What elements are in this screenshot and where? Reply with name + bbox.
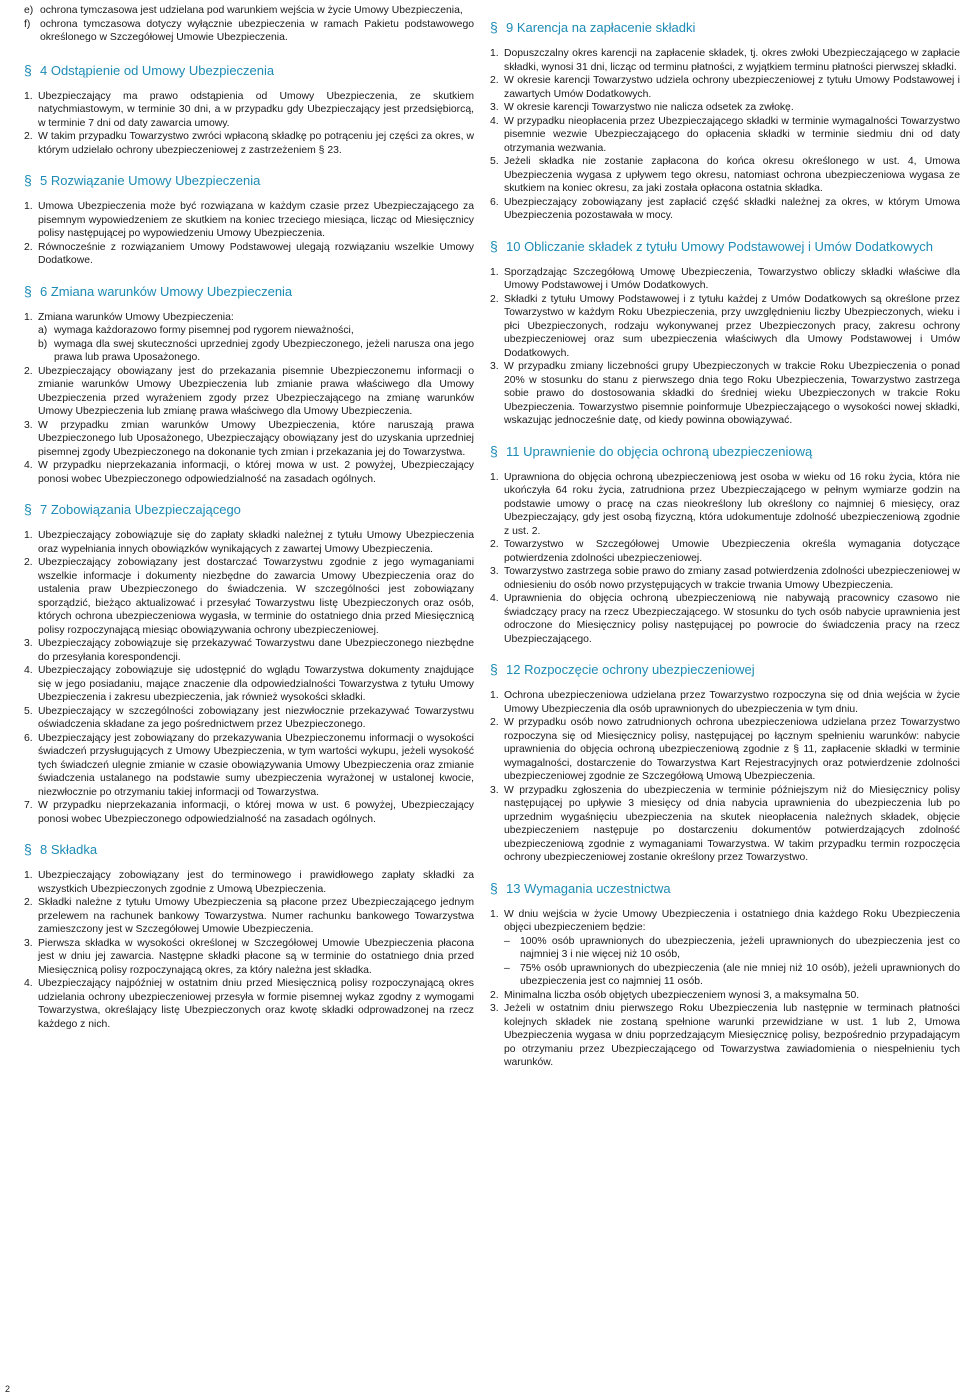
item-text: W okresie karencji Towarzystwo nie nalicza odsetek za zwłokę. [504, 102, 794, 113]
item-text: Ubezpieczający zobowiązuje się do zapłaty składki należnej z tytułu Umowy Ubezpieczenia oraz wypełniania innych obowiązków wynikających z zawartej Umowy Ubezpieczenia. [38, 530, 474, 555]
section-title: 10 Obliczanie składek z tytułu Umowy Podstawowej i Umów Dodatkowych [506, 238, 934, 254]
section-title: 6 Zmiana warunków Umowy Ubezpieczenia [40, 283, 293, 299]
sub-item [38, 324, 474, 338]
item-marker: e) [24, 5, 34, 16]
list-item [24, 732, 474, 800]
item-number: 1. [24, 870, 33, 881]
section-heading [490, 444, 960, 459]
document-section [490, 444, 960, 647]
list-item [24, 896, 474, 937]
item-text: ochrona tymczasowa jest udzielana pod warunkiem wejścia w życie Umowy Ubezpieczenia, [40, 5, 463, 16]
section-items [490, 471, 960, 647]
item-number: 1. [490, 908, 499, 920]
right-sections [490, 20, 960, 1070]
section-items [24, 869, 474, 1031]
item-number: 6. [24, 732, 33, 744]
item-body [38, 799, 474, 826]
item-text: Minimalna liczba osób objętych ubezpieczeniem wynosi 3, a maksymalna 50. [504, 989, 860, 1001]
item-text: Towarzystwo zastrzega sobie prawo do zmiany zasad potwierdzenia zdolności ubezpieczeniowej w odniesieniu do osób nowo przystępujących w trakcie trwania Umowy Ubezpieczenia. [504, 566, 960, 591]
item-text: Ochrona ubezpieczeniowa udzielana przez Towarzystwo rozpoczyna się od dnia wejścia w życie Umowy Ubezpieczenia dla osób uprawnionych do ubezpieczenia w tym dniu. [504, 690, 960, 715]
item-text: Towarzystwo w Szczegółowej Umowie Ubezpieczenia określa wymagania dotyczące potwierdzenia zdolności ubezpieczeniowej. [504, 539, 960, 564]
section-title: 9 Karencja na zapłacenie składki [506, 20, 696, 35]
document-section [490, 239, 960, 428]
item-text: Pierwsza składka w wysokości określonej w Szczegółowej Umowie Ubezpieczenia płacona jest w dniu jej zawarcia. Następne składki płacone są w terminie do ostatniego dnia przed Miesięcznicą polisy rozpoczynającą okres, za który należna jest składka. [38, 937, 474, 976]
section-heading [24, 173, 474, 188]
section-items [490, 47, 960, 223]
item-text: Ubezpieczający w szczególności zobowiązany jest niezwłocznie przekazywać Towarzystwu oświadczenia składane za jego pośrednictwem przez Ubezpieczonego. [38, 705, 474, 730]
item-number: 1. [490, 48, 499, 59]
left-column [24, 4, 474, 1031]
item-number: 2. [24, 131, 33, 142]
item-text: Ubezpieczający zobowiązuje się udostępnić do wglądu Towarzystwa dokumenty znajdujące się w jego posiadaniu, mające znaczenie dla odpowiedzialności Towarzystwa z tytułu Umowy Ubezpieczenia i zakresu ubezpieczenia, jak również wysokości składki. [38, 665, 474, 703]
item-text: Równocześnie z rozwiązaniem Umowy Podstawowej ulegają rozwiązaniu wszelkie Umowy Dodatkowe. [38, 241, 474, 266]
item-body [504, 565, 960, 592]
section-symbol: § [24, 841, 32, 857]
document-section [24, 63, 474, 158]
item-text: Jeżeli składka nie zostanie zapłacona do końca okresu określonego w ust. 4, Umowa Ubezpieczenia wygasa z upływem tego okresu, natomiast ochrona ubezpieczeniowa wygasa ze skutkiem na koniec okresu, za jaki została opłacona ostatnia składka. [504, 156, 960, 194]
section-items [490, 908, 960, 1070]
intro-list [24, 4, 474, 45]
item-body [504, 266, 960, 293]
section-title: 5 Rozwiązanie Umowy Ubezpieczenia [40, 173, 261, 188]
item-number: 6. [490, 196, 499, 208]
section-title: 12 Rozpoczęcie ochrony ubezpieczeniowej [506, 662, 755, 677]
item-body [38, 556, 474, 637]
item-text: Ubezpieczający zobowiązany jest do terminowego i prawidłowego zapłaty składki za wszystkich Ubezpieczonych zgodnie z Umową Ubezpieczenia. [38, 870, 474, 895]
item-number: 3. [24, 937, 33, 949]
sub-item [38, 338, 474, 365]
item-text: W dniu wejścia w życie Umowy Ubezpieczenia i ostatniego dnia każdego Roku Ubezpieczenia objęci ubezpieczeniem będzie: [504, 908, 960, 933]
item-body [38, 705, 474, 732]
section-items [24, 311, 474, 487]
list-item [490, 471, 960, 539]
item-number: 2. [490, 989, 499, 1001]
item-number: 5. [24, 705, 33, 717]
intro-item [24, 4, 474, 18]
item-number: 1. [490, 471, 499, 483]
list-item [24, 705, 474, 732]
section-items [490, 689, 960, 865]
item-body [504, 360, 960, 428]
item-body [504, 784, 960, 865]
item-number: 4. [24, 665, 33, 676]
item-number: 2. [490, 75, 499, 86]
item-text: Dopuszczalny okres karencji na zapłacenie składek, tj. okres zwłoki Ubezpieczającego w zapłacie składki, wynosi 31 dni, licząc od terminu płatności, z wyjątkiem terminu płatności pierwszej składki. [504, 48, 960, 73]
item-number: 3. [24, 419, 33, 431]
item-body [38, 637, 474, 664]
item-number: 2. [490, 293, 499, 305]
list-item [24, 419, 474, 460]
item-body [38, 937, 474, 978]
item-text: W przypadku nieprzekazania informacji, o której mowa w ust. 6 powyżej, Ubezpieczający ponosi wobec Ubezpieczonego odpowiedzialność na zasadach ogólnych. [38, 800, 474, 825]
list-item [24, 637, 474, 664]
list-item [490, 266, 960, 293]
item-number: 1. [24, 311, 33, 323]
document-section [490, 881, 960, 1070]
item-text: Ubezpieczający ma prawo odstąpienia od Umowy Ubezpieczenia, ze skutkiem natychmiastowym, w terminie 30 dni, a w przypadku gdy Ubezpieczający jest przedsiębiorcą, w terminie 7 dni od daty zawarcia umowy. [38, 90, 474, 129]
item-number: 1. [24, 201, 33, 212]
list-item [490, 101, 960, 115]
item-text: Uprawniona do objęcia ochroną ubezpieczeniową jest osoba w wieku od 16 roku życia, która nie ukończyła 64 roku życia, zatrudniona przez Ubezpieczającego w pełnym wymiarze godzin na podstawie umowy o pracę na czas nieokreślony lub określony co najmniej 6 miesięcy, oraz Ubezpieczający, gdy jest osobą fizyczną, która udokumentuje zdolność ubezpieczeniową zgodnie z ust. 2. [504, 471, 960, 537]
list-item [490, 592, 960, 646]
list-item [490, 784, 960, 865]
item-number: 4. [490, 593, 499, 604]
sub-list [504, 935, 960, 989]
list-item [490, 155, 960, 196]
item-body [504, 196, 960, 223]
right-column [490, 4, 960, 1070]
item-body [504, 47, 960, 74]
item-text: Ubezpieczający obowiązany jest do przekazania pisemnie Ubezpieczonemu informacji o zmianie warunków Umowy Ubezpieczenia lub zmianie prawa właściwego dla Umowy Ubezpieczenia przed wyrażeniem zgody przez Ubezpieczającego na zmianę warunków Umowy Ubezpieczenia lub zmianę prawa właściwego dla Umowy Ubezpieczenia. [38, 365, 474, 417]
section-items [24, 200, 474, 268]
item-body [504, 471, 960, 539]
item-body [504, 689, 960, 716]
list-item [24, 130, 474, 157]
sub-item-marker: – [504, 962, 510, 974]
section-symbol: § [490, 19, 498, 35]
section-symbol: § [24, 282, 32, 299]
sub-item-marker: a) [38, 325, 48, 336]
section-title: 11 Uprawnienie do objęcia ochroną ubezpieczeniową [506, 443, 813, 459]
item-body [38, 732, 474, 800]
item-number: 1. [490, 266, 499, 278]
page-number: 2 [5, 1384, 11, 1394]
item-text: Umowa Ubezpieczenia może być rozwiązana w każdym czasie przez Ubezpieczającego za pisemnym wypowiedzeniem ze skutkiem na koniec trzeciego miesiąca, licząc od Miesięcznicy polisy następującej po wypowiedzeniu Umowy Ubezpieczenia. [38, 201, 474, 239]
item-text: Ubezpieczający zobowiązany jest dostarczać Towarzystwu zgodnie z jego wymaganiami wszelkie informacje i dokumenty niezbędne do zawarcia Umowy Ubezpieczenia oraz do ustalenia praw Ubezpieczonego do świadczenia. W szczególności jest zobowiązany sporządzić, bieżąco aktualizować i przesyłać Towarzystwu listę Ubezpieczonych oraz osób, których ochrona ubezpieczeniowa wygasła, w terminie do ostatniego dnia przed Miesięcznicą polisy rozpoczynającą miesiąc obowiązywania ochrony ubezpieczeniowej. [38, 557, 474, 636]
document-section [24, 284, 474, 487]
item-text: Zmiana warunków Umowy Ubezpieczenia: [38, 311, 234, 323]
section-symbol: § [24, 172, 32, 188]
item-body [38, 459, 474, 486]
section-symbol: § [24, 61, 32, 78]
item-text: Ubezpieczający zobowiązuje się przekazywać Towarzystwu dane Ubezpieczonego niezbędne do przesyłania korespondencji. [38, 638, 474, 663]
item-body [38, 529, 474, 556]
item-body [504, 74, 960, 101]
list-item [24, 200, 474, 241]
item-number: 2. [24, 365, 33, 377]
item-text: Składki należne z tytułu Umowy Ubezpieczenia są płacone przez Ubezpieczającego jednym przelewem na rachunek bankowy Towarzystwa. Numer rachunku bankowego Towarzystwa zamieszczony jest w Szczegółowej Umowie Ubezpieczenia. [38, 897, 474, 935]
section-title: 7 Zobowiązania Ubezpieczającego [40, 502, 241, 517]
item-number: 3. [490, 1003, 499, 1014]
sub-item-text: 100% osób uprawnionych do ubezpieczenia, jeżeli uprawnionych do ubezpieczenia jest co najmniej 3 i nie więcej niż 10 osób, [520, 935, 960, 960]
sub-item-text: wymaga każdorazowo formy pisemnej pod rygorem nieważności, [54, 325, 354, 336]
item-number: 3. [490, 361, 499, 372]
item-body [38, 977, 474, 1031]
item-body [504, 989, 960, 1003]
list-item [24, 459, 474, 486]
sub-item [504, 962, 960, 989]
list-item [490, 1002, 960, 1070]
list-item [24, 241, 474, 268]
item-text: Ubezpieczający zobowiązany jest zapłacić część składki należnej za okres, w którym Umowa Ubezpieczenia pozostawała w mocy. [504, 196, 960, 221]
item-text: W przypadku zmian warunków Umowy Ubezpieczenia, które naruszają prawa Ubezpieczonego lub Uposażonego, Ubezpieczający obowiązany jest do uzyskania uprzedniej pisemnej zgody Ubezpieczonego na dokonanie tych zmian i przekazania jej do Towarzystwa. [38, 419, 474, 458]
item-number: 2. [24, 897, 33, 908]
item-text: W przypadku zmiany liczebności grupy Ubezpieczonych w trakcie Roku Ubezpieczenia o ponad 20% w stosunku do stanu z pierwszego dnia tego Roku Ubezpieczenia, Towarzystwo zastrzega sobie prawo do dostosowania składki do średniej wieku Ubezpieczonych w trakcie Roku Ubezpieczenia. Towarzystwo pisemnie poinformuje Ubezpieczającego o wysokości nowej składki, wskazując jednocześnie datę, od kiedy powinna obowiązywać. [504, 361, 960, 426]
list-item [24, 977, 474, 1031]
item-number: 2. [24, 241, 33, 253]
list-item [490, 360, 960, 428]
item-text: Składki z tytułu Umowy Podstawowej i z tytułu każdej z Umów Dodatkowych są określone przez Towarzystwo w każdym Roku Ubezpieczenia, przy uwzględnieniu liczby Ubezpieczonych, wieku i płci Ubezpieczonych, rodzaju wykonywanej przez Ubezpieczonych pracy, zakresu ochrony ubezpieczeniowej oraz sum ubezpieczenia właściwych dla Umowy Podstawowej i Umów Dodatkowych. [504, 293, 960, 359]
list-item [24, 556, 474, 637]
item-body [504, 538, 960, 565]
list-item [490, 565, 960, 592]
list-item [24, 937, 474, 978]
item-number: 3. [490, 784, 499, 796]
item-body [38, 869, 474, 896]
sub-item-marker: b) [38, 338, 48, 350]
section-heading [24, 842, 474, 857]
item-text: Ubezpieczający jest zobowiązany do przekazywania Ubezpieczonemu informacji o wysokości świadczeń przysługujących z Umowy Ubezpieczenia, w tym wartości wykupu, jeżeli wysokość tych świadczeń ulegnie zmianie w czasie obowiązywania Umowy Ubezpieczenia oraz zmianie świadczenia ustalanego na podstawie sumy ubezpieczenia wyrażonej w ustalonej kwocie, niezwłocznie po otrzymaniu takiej informacji od Towarzystwa. [38, 732, 474, 798]
item-number: 1. [24, 530, 33, 541]
item-text: W przypadku osób nowo zatrudnionych ochrona ubezpieczeniowa udzielana przez Towarzystwo rozpoczyna się od Miesięcznicy polisy, następującej po łącznym spełnieniu warunków: nabycie uprawnienia do objęcia ochroną ubezpieczeniową zgodnie z § 11, zapłacenie składki w terminie wymagalności, dostarczenie do Towarzystwa Kart Rejestracyjnych oraz potwierdzenie zdolności ubezpieczeniowej zgodnie ze Szczegółową Umową Ubezpieczenia. [504, 717, 960, 782]
item-body [504, 155, 960, 196]
item-text: W przypadku zgłoszenia do ubezpieczenia w terminie późniejszym niż do Miesięcznicy polisy następującej po upływie 3 miesięcy od dnia nabycia uprawnienia do ubezpieczenia lub po uprzednim wygaśnięciu ubezpieczenia na skutek nieopłacenia należnych składek, objęcie ubezpieczeniem następuje po dostarczeniu dokumentów potwierdzających zdolność ubezpieczeniową zgodnie z wymaganiami Towarzystwa. W takim przypadku termin rozpoczęcia ochrony ubezpieczeniowej zostanie określony przez Towarzystwo. [504, 784, 960, 863]
item-body [504, 592, 960, 646]
section-title: 8 Składka [40, 842, 98, 857]
item-number: 4. [24, 460, 33, 471]
item-text: W takim przypadku Towarzystwo zwróci wpłaconą składkę po potrąceniu jej części za okres, w którym udzielało ochrony ubezpieczeniowej z zastrzeżeniem § 23. [38, 131, 474, 156]
section-title: 4 Odstąpienie od Umowy Ubezpieczenia [40, 62, 275, 78]
list-item [490, 716, 960, 784]
item-body [504, 716, 960, 784]
item-text: Jeżeli w ostatnim dniu pierwszego Roku Ubezpieczenia lub następnie w terminach płatności kolejnych składek nie zostaną spełnione warunki przewidziane w ust. 1 lub 2, Umowa Ubezpieczenia wygasa w dniu poprzedzającym Miesięcznicę polisy, bezpośrednio przypadającym po otrzymaniu przez Ubezpieczającego od Towarzystwa zawiadomienia o niespełnieniu tych warunków. [504, 1003, 960, 1068]
section-items [24, 529, 474, 826]
item-marker: f) [24, 18, 31, 30]
item-body [38, 130, 474, 157]
section-heading [24, 284, 474, 299]
section-heading [490, 239, 960, 254]
list-item [490, 115, 960, 156]
sub-item-marker: – [504, 935, 510, 947]
list-item [490, 538, 960, 565]
item-body [504, 115, 960, 156]
section-symbol: § [24, 501, 32, 517]
item-body [38, 311, 474, 365]
item-body [38, 896, 474, 937]
list-item [490, 196, 960, 223]
list-item [24, 529, 474, 556]
document-section [490, 662, 960, 865]
document-section [24, 502, 474, 826]
section-heading [24, 63, 474, 78]
list-item [490, 293, 960, 361]
item-number: 5. [490, 156, 499, 167]
section-symbol: § [490, 442, 498, 459]
item-number: 4. [24, 978, 33, 989]
item-text: Ubezpieczający najpóźniej w ostatnim dniu przed Miesięcznicą polisy rozpoczynającą okres udzielania ochrony ubezpieczeniowej przesyła w formie pisemnej wykaz zgodny z wymogami Towarzystwa, określający listę Ubezpieczonych oraz kwotę składki odprowadzonej na rzecz każdego z nich. [38, 978, 474, 1030]
item-text: W przypadku nieprzekazania informacji, o której mowa w ust. 2 powyżej, Ubezpieczający ponosi wobec Ubezpieczonego odpowiedzialność na zasadach ogólnych. [38, 460, 474, 485]
list-item [490, 908, 960, 989]
item-number: 1. [24, 90, 33, 102]
list-item [24, 664, 474, 705]
section-items [24, 90, 474, 158]
list-item [490, 74, 960, 101]
sub-item-text: 75% osób uprawnionych do ubezpieczenia (ale nie mniej niż 10 osób), jeżeli uprawnionych do ubezpieczenia jest co najmniej 11 osób. [520, 962, 960, 987]
section-items [490, 266, 960, 428]
list-item [24, 90, 474, 131]
document-section [24, 173, 474, 268]
section-symbol: § [490, 661, 498, 677]
item-body [38, 90, 474, 131]
intro-item [24, 18, 474, 45]
item-body [504, 908, 960, 989]
item-number: 3. [490, 102, 499, 113]
list-item [24, 869, 474, 896]
section-heading [490, 881, 960, 896]
item-number: 4. [490, 115, 499, 127]
document-section [24, 842, 474, 1031]
section-symbol: § [490, 879, 498, 896]
item-number: 3. [490, 566, 499, 577]
section-heading [490, 20, 960, 35]
list-item [490, 689, 960, 716]
item-body [504, 293, 960, 361]
sub-item [504, 935, 960, 962]
left-sections [24, 63, 474, 1032]
item-number: 7. [24, 800, 33, 811]
section-symbol: § [490, 237, 498, 254]
document-section [490, 20, 960, 223]
item-number: 2. [490, 717, 499, 728]
item-number: 1. [490, 690, 499, 701]
item-body [504, 1002, 960, 1070]
item-number: 2. [24, 557, 33, 568]
list-item [24, 365, 474, 419]
sub-item-text: wymaga dla swej skuteczności uprzedniej zgody Ubezpieczonego, jeżeli narusza ona jego prawa lub prawa Uposażonego. [54, 338, 474, 363]
section-title: 13 Wymagania uczestnictwa [506, 880, 671, 896]
section-heading [490, 662, 960, 677]
sub-list [38, 324, 474, 365]
item-text: W okresie karencji Towarzystwo udziela ochrony ubezpieczeniowej z tytułu Umowy Podstawowej i zawartych Umów Dodatkowych. [504, 75, 960, 100]
list-item [490, 47, 960, 74]
section-heading [24, 502, 474, 517]
item-text: Uprawnienia do objęcia ochroną ubezpieczeniową nie nabywają pracownicy czasowo nie świadczący pracy na rzecz Ubezpieczającego. W stosunku do tych osób nabycie uprawnienia jest odroczone do Miesięcznicy polisy następującej po powrocie do świadczenia pracy na rzecz Ubezpieczającego. [504, 593, 960, 645]
item-body [38, 241, 474, 268]
item-number: 3. [24, 638, 33, 649]
item-body [38, 200, 474, 241]
item-number: 2. [490, 539, 499, 550]
item-text: ochrona tymczasowa dotyczy wyłącznie ubezpieczenia w ramach Pakietu podstawowego określonego w Szczegółowej Umowie Ubezpieczenia. [40, 18, 474, 43]
item-text: W przypadku nieopłacenia przez Ubezpieczającego składki w terminie wymagalności Towarzystwo pisemnie wezwie Ubezpieczającego do opłacenia składki w terminie siedmiu dni od daty otrzymania wezwania. [504, 115, 960, 154]
item-body [38, 419, 474, 460]
list-item [24, 311, 474, 365]
item-text: Sporządzając Szczegółową Umowę Ubezpieczenia, Towarzystwo obliczy składki właściwe dla Umowy Podstawowej i Umów Dodatkowych. [504, 266, 960, 291]
item-body [38, 664, 474, 705]
list-item [490, 989, 960, 1003]
item-body [38, 365, 474, 419]
item-body [504, 101, 960, 115]
list-item [24, 799, 474, 826]
